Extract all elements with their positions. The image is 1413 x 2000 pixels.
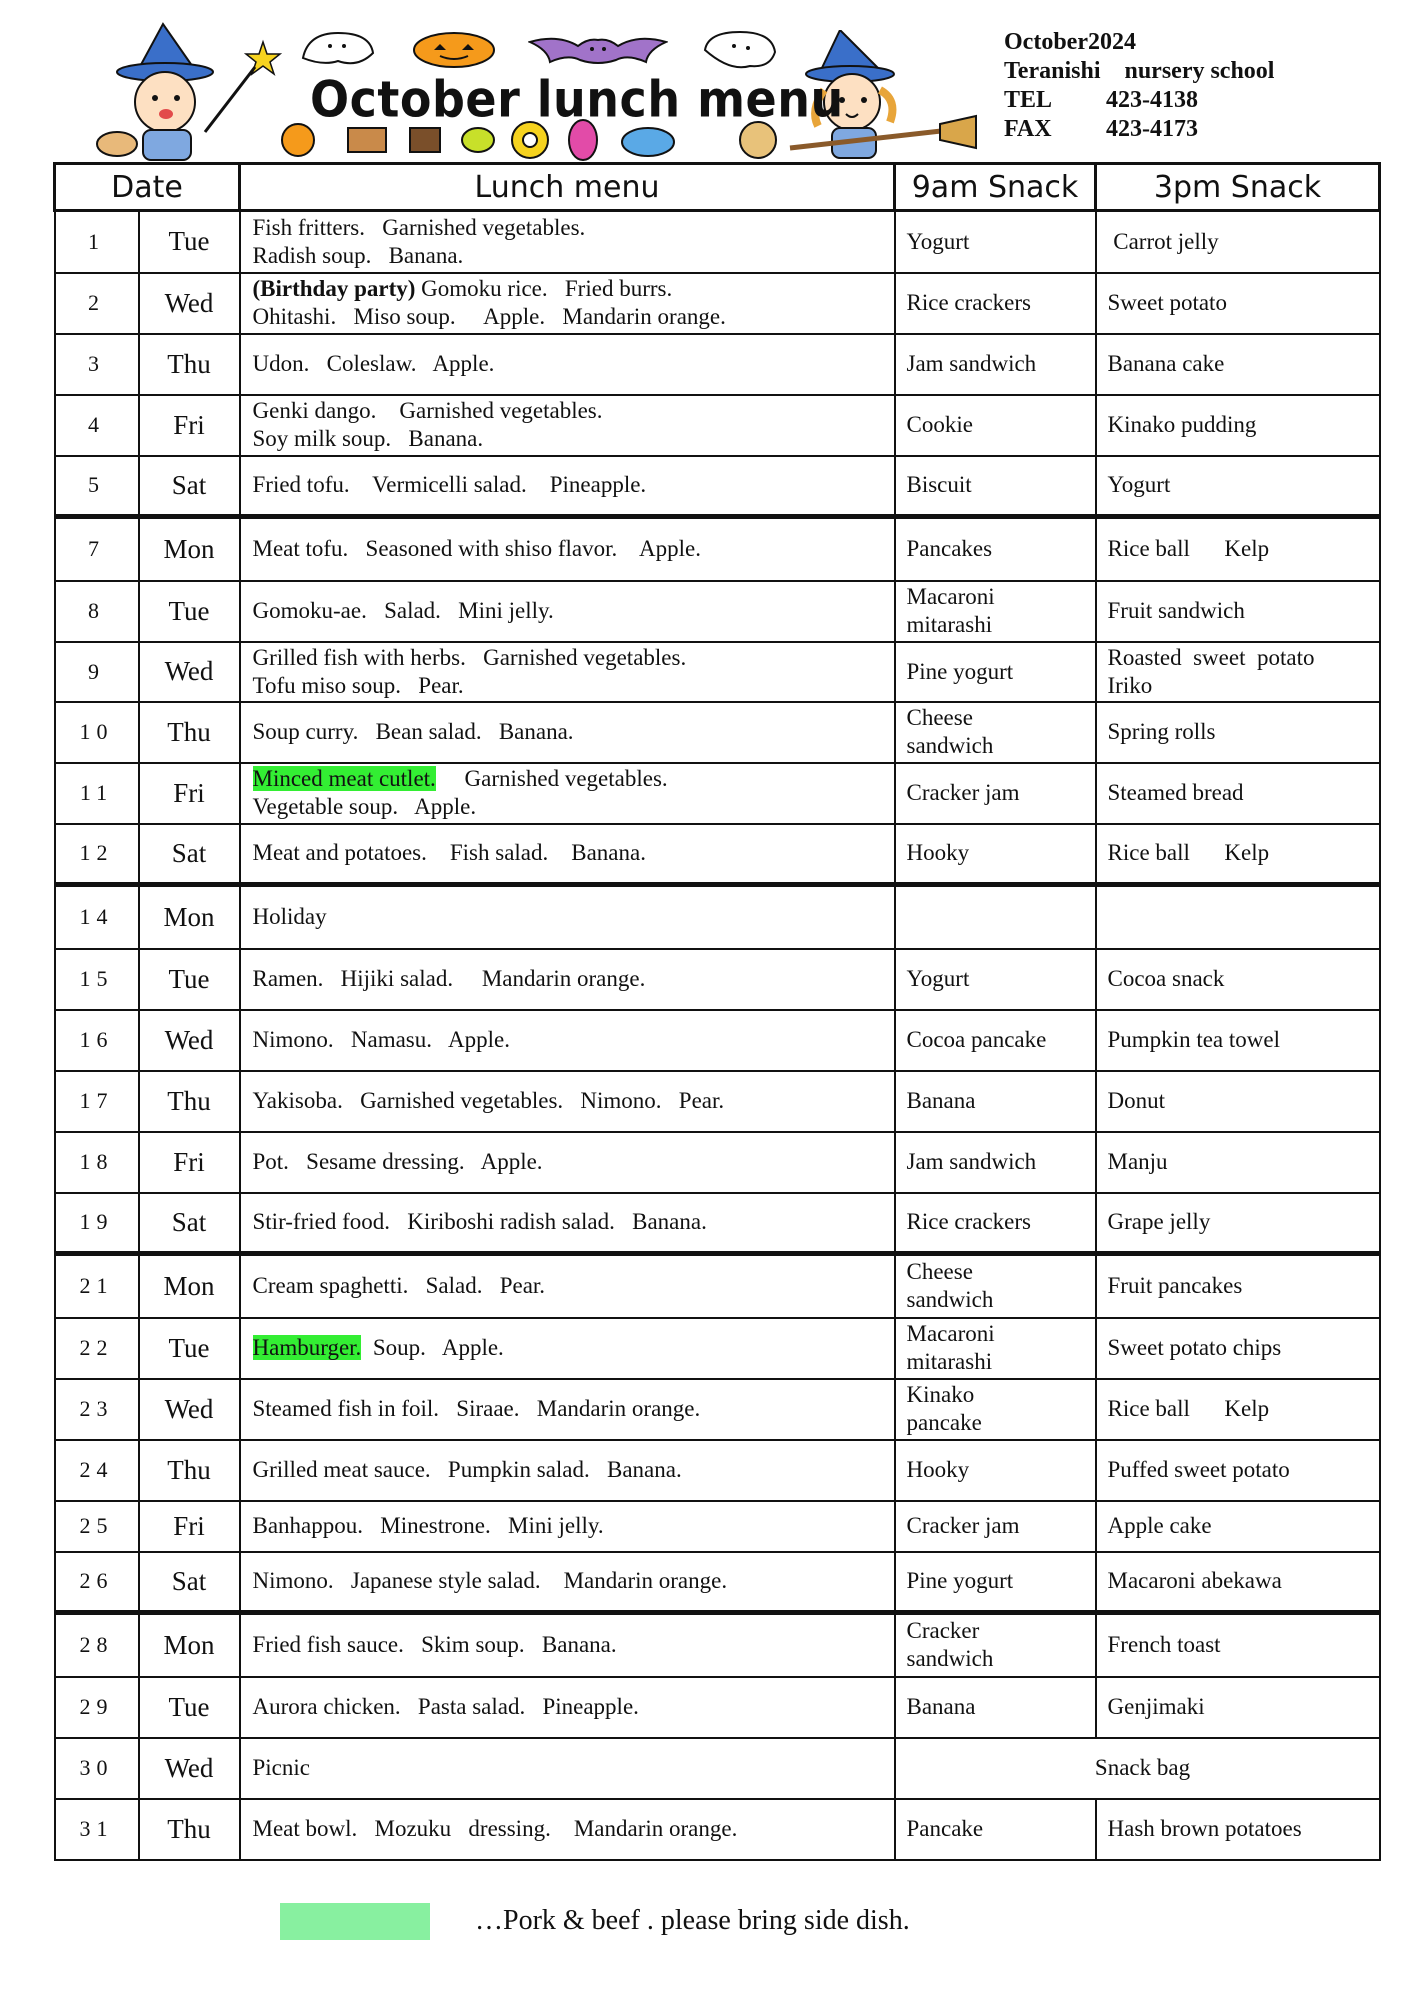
pm-snack-cell: Sweet potato	[1096, 273, 1380, 334]
lunch-text: Meat tofu. Seasoned with shiso flavor. Apple.	[252, 536, 701, 562]
lunch-text: Gomoku rice. Fried burrs.	[415, 276, 673, 301]
lunch-cell	[240, 456, 895, 517]
date-number: 18	[55, 1132, 139, 1193]
lunch-cell	[240, 702, 895, 763]
lunch-line	[253, 214, 894, 242]
am-snack-cell: Cheese sandwich	[895, 702, 1096, 763]
date-number: 25	[55, 1501, 139, 1552]
am-snack-cell: Banana	[895, 1677, 1096, 1738]
weekday: Fri	[139, 395, 240, 456]
table-row	[55, 1501, 1380, 1552]
table-row	[55, 1379, 1380, 1440]
date-number: 15	[55, 949, 139, 1010]
date-number: 16	[55, 1010, 139, 1071]
lunch-text: Banhappou. Minestrone. Mini jelly.	[252, 1513, 604, 1538]
weekday: Wed	[139, 1010, 240, 1071]
am-snack-cell: Yogurt	[895, 949, 1096, 1010]
weekday: Mon	[139, 1254, 240, 1318]
lunch-line	[253, 1631, 894, 1659]
column-header-lunch: Lunch menu	[240, 164, 895, 211]
page-header	[0, 0, 1413, 165]
legend-text: …Pork & beef . please bring side dish.	[475, 1905, 910, 1936]
pm-snack-cell: Puffed sweet potato	[1096, 1440, 1380, 1501]
lunch-cell	[240, 1677, 895, 1738]
lunch-text: Grilled fish with herbs. Garnished vegetables.	[252, 644, 687, 670]
lunch-text: Meat and potatoes. Fish salad. Banana.	[252, 840, 646, 866]
table-row	[55, 642, 1380, 702]
date-number: 1	[55, 211, 139, 273]
date-number: 17	[55, 1071, 139, 1132]
lunch-line	[253, 1334, 894, 1362]
am-snack-cell: Hooky	[895, 824, 1096, 885]
lunch-text: Steamed fish in foil. Siraae. Mandarin orange.	[252, 1396, 701, 1421]
table-row	[55, 517, 1380, 581]
weekday: Sat	[139, 824, 240, 885]
table-row	[55, 1738, 1380, 1799]
weekday: Tue	[139, 211, 240, 273]
weekday: Mon	[139, 1613, 240, 1677]
date-number: 14	[55, 885, 139, 949]
am-snack-cell: Biscuit	[895, 456, 1096, 517]
lunch-line: Ohitashi. Miso soup. Apple. Mandarin orange.	[252, 304, 726, 329]
am-snack-cell: Jam sandwich	[895, 1132, 1096, 1193]
page-title: October lunch menu	[310, 69, 844, 129]
lunch-text: Nimono. Namasu. Apple.	[252, 1027, 510, 1052]
weekday: Sat	[139, 1552, 240, 1613]
fax-label: FAX	[1004, 116, 1052, 142]
lunch-text: Aurora chicken. Pasta salad. Pineapple.	[252, 1694, 639, 1719]
pm-snack-cell: Roasted sweet potato Iriko	[1096, 642, 1380, 702]
table-row	[55, 1552, 1380, 1613]
date-number: 11	[55, 763, 139, 824]
event-label: (Birthday party)	[252, 276, 416, 301]
lunch-cell	[240, 1254, 895, 1318]
table-row	[55, 581, 1380, 642]
am-snack-cell: Kinako pancake	[895, 1379, 1096, 1440]
date-number: 7	[55, 517, 139, 581]
table-row	[55, 824, 1380, 885]
lunch-text: Udon. Coleslaw. Apple.	[252, 351, 495, 376]
pm-snack-cell: Spring rolls	[1096, 702, 1380, 763]
lunch-cell	[240, 763, 895, 824]
lunch-cell	[240, 1379, 895, 1440]
lunch-cell	[240, 581, 895, 642]
date-number: 30	[55, 1738, 139, 1799]
am-snack-cell: Banana	[895, 1071, 1096, 1132]
lunch-text: Fried tofu. Vermicelli salad. Pineapple.	[252, 472, 647, 498]
table-row	[55, 1677, 1380, 1738]
lunch-line: Radish soup. Banana.	[252, 242, 464, 268]
lunch-cell	[240, 1010, 895, 1071]
date-number: 9	[55, 642, 139, 702]
date-number: 8	[55, 581, 139, 642]
pm-snack-cell: Rice ball Kelp	[1096, 1379, 1380, 1440]
ghost-icon	[298, 28, 378, 68]
pm-snack-cell: Apple cake	[1096, 1501, 1380, 1552]
am-snack-cell: Yogurt	[895, 211, 1096, 273]
weekday: Wed	[139, 1738, 240, 1799]
lunch-line	[253, 718, 894, 746]
lunch-line	[253, 1087, 894, 1115]
lunch-cell	[240, 1552, 895, 1613]
date-number: 10	[55, 702, 139, 763]
pm-snack-cell: Macaroni abekawa	[1096, 1552, 1380, 1613]
weekday: Thu	[139, 702, 240, 763]
table-row	[55, 1132, 1380, 1193]
lunch-text: Gomoku-ae. Salad. Mini jelly.	[252, 598, 554, 623]
am-snack-cell: Hooky	[895, 1440, 1096, 1501]
school-info	[1004, 28, 1274, 144]
table-row	[55, 702, 1380, 763]
pm-snack-cell: Carrot jelly	[1096, 211, 1380, 273]
lunch-text: Meat bowl. Mozuku dressing. Mandarin orange.	[252, 1816, 738, 1841]
column-header-3pm-snack: 3pm Snack	[1096, 164, 1380, 211]
lunch-text: Fried fish sauce. Skim soup. Banana.	[252, 1632, 617, 1658]
am-snack-cell	[895, 885, 1096, 949]
lunch-line	[253, 903, 894, 931]
table-row	[55, 211, 1380, 273]
lunch-menu-table	[53, 162, 1381, 1861]
lunch-line	[253, 1272, 894, 1300]
fax-number: 423-4173	[1106, 116, 1198, 142]
table-row	[55, 949, 1380, 1010]
witch-boy-illustration	[95, 22, 295, 162]
pm-snack-cell: Banana cake	[1096, 334, 1380, 395]
lunch-text: Holiday	[252, 904, 327, 930]
pm-snack-cell	[1096, 885, 1380, 949]
weekday: Thu	[139, 1071, 240, 1132]
date-number: 4	[55, 395, 139, 456]
lunch-line	[253, 397, 894, 425]
table-row	[55, 1613, 1380, 1677]
pm-snack-cell: Rice ball Kelp	[1096, 517, 1380, 581]
column-header-9am-snack: 9am Snack	[895, 164, 1096, 211]
date-number: 21	[55, 1254, 139, 1318]
pm-snack-cell: Donut	[1096, 1071, 1380, 1132]
lunch-line	[253, 1754, 894, 1782]
lunch-text: Grilled meat sauce. Pumpkin salad. Banana.	[252, 1457, 682, 1482]
lunch-cell	[240, 395, 895, 456]
date-number: 22	[55, 1318, 139, 1379]
lunch-line: Vegetable soup. Apple.	[252, 794, 477, 819]
lunch-cell	[240, 1613, 895, 1677]
table-row	[55, 334, 1380, 395]
date-number: 3	[55, 334, 139, 395]
weekday: Thu	[139, 334, 240, 395]
am-snack-cell: Cookie	[895, 395, 1096, 456]
lunch-cell	[240, 885, 895, 949]
weekday: Mon	[139, 885, 240, 949]
table-row	[55, 1254, 1380, 1318]
weekday: Tue	[139, 581, 240, 642]
lunch-cell	[240, 517, 895, 581]
lunch-cell	[240, 273, 895, 334]
lunch-cell	[240, 211, 895, 273]
lunch-line	[253, 1567, 894, 1595]
table-row	[55, 1318, 1380, 1379]
table-row	[55, 885, 1380, 949]
pm-snack-cell: Rice ball Kelp	[1096, 824, 1380, 885]
pork-beef-highlight: Hamburger.	[252, 1335, 362, 1360]
pm-snack-cell: Grape jelly	[1096, 1193, 1380, 1254]
lunch-cell	[240, 1738, 895, 1799]
lunch-text: Yakisoba. Garnished vegetables. Nimono. Pear.	[252, 1088, 725, 1113]
pm-snack-cell: Fruit pancakes	[1096, 1254, 1380, 1318]
lunch-cell	[240, 1071, 895, 1132]
date-number: 31	[55, 1799, 139, 1860]
lunch-cell	[240, 1193, 895, 1254]
weekday: Fri	[139, 1132, 240, 1193]
am-snack-cell: Cracker sandwich	[895, 1613, 1096, 1677]
lunch-cell	[240, 642, 895, 702]
pm-snack-cell: Hash brown potatoes	[1096, 1799, 1380, 1860]
date-number: 23	[55, 1379, 139, 1440]
am-snack-cell: Pine yogurt	[895, 642, 1096, 702]
date-number: 26	[55, 1552, 139, 1613]
menu-body	[55, 211, 1380, 1860]
lunch-text: Pot. Sesame dressing. Apple.	[252, 1149, 543, 1174]
pm-snack-cell: Kinako pudding	[1096, 395, 1380, 456]
lunch-cell	[240, 1799, 895, 1860]
lunch-line	[253, 275, 894, 303]
weekday: Wed	[139, 642, 240, 702]
am-snack-cell: Cracker jam	[895, 1501, 1096, 1552]
am-snack-cell: Macaroni mitarashi	[895, 1318, 1096, 1379]
weekday: Fri	[139, 1501, 240, 1552]
pm-snack-cell: Steamed bread	[1096, 763, 1380, 824]
lunch-text: Garnished vegetables.	[435, 766, 668, 791]
lunch-line	[253, 1815, 894, 1843]
pm-snack-cell: Yogurt	[1096, 456, 1380, 517]
lunch-line	[253, 644, 894, 672]
lunch-line: Tofu miso soup. Pear.	[252, 672, 464, 698]
am-snack-cell: Pancakes	[895, 517, 1096, 581]
table-row	[55, 763, 1380, 824]
pm-snack-cell: Pumpkin tea towel	[1096, 1010, 1380, 1071]
am-snack-cell: Rice crackers	[895, 1193, 1096, 1254]
bat-icon	[528, 32, 668, 66]
date-number: 19	[55, 1193, 139, 1254]
tel-row	[1004, 86, 1274, 115]
snack-merged-cell: Snack bag	[895, 1738, 1380, 1799]
date-number: 2	[55, 273, 139, 334]
column-header-date: Date	[55, 164, 240, 211]
weekday: Thu	[139, 1799, 240, 1860]
lunch-line	[253, 597, 894, 625]
weekday: Sat	[139, 456, 240, 517]
lunch-text: Stir-fried food. Kiriboshi radish salad. Banana.	[252, 1209, 707, 1235]
date-number: 12	[55, 824, 139, 885]
table-row	[55, 1193, 1380, 1254]
table-row	[55, 273, 1380, 334]
lunch-line	[253, 471, 894, 499]
lunch-text: Cream spaghetti. Salad. Pear.	[252, 1273, 546, 1299]
lunch-text: Fish fritters. Garnished vegetables.	[252, 214, 586, 240]
lunch-line	[253, 839, 894, 867]
lunch-line	[253, 1026, 894, 1054]
weekday: Mon	[139, 517, 240, 581]
lunch-line	[253, 1148, 894, 1176]
am-snack-cell: Cocoa pancake	[895, 1010, 1096, 1071]
pm-snack-cell: Manju	[1096, 1132, 1380, 1193]
date-number: 29	[55, 1677, 139, 1738]
weekday: Sat	[139, 1193, 240, 1254]
table-row	[55, 456, 1380, 517]
lunch-cell	[240, 1501, 895, 1552]
am-snack-cell: Pancake	[895, 1799, 1096, 1860]
am-snack-cell: Cheese sandwich	[895, 1254, 1096, 1318]
date-number: 5	[55, 456, 139, 517]
date-number: 24	[55, 1440, 139, 1501]
pm-snack-cell: Genjimaki	[1096, 1677, 1380, 1738]
table-row	[55, 1010, 1380, 1071]
lunch-cell	[240, 334, 895, 395]
lunch-cell	[240, 1440, 895, 1501]
month-label: October2024	[1004, 29, 1136, 55]
table-row	[55, 1440, 1380, 1501]
pm-snack-cell: Cocoa snack	[1096, 949, 1380, 1010]
weekday: Wed	[139, 273, 240, 334]
table-row	[55, 1799, 1380, 1860]
lunch-cell	[240, 824, 895, 885]
weekday: Tue	[139, 1677, 240, 1738]
pork-beef-highlight: Minced meat cutlet.	[252, 766, 436, 791]
pumpkin-icon	[412, 28, 496, 68]
am-snack-cell: Macaroni mitarashi	[895, 581, 1096, 642]
weekday: Thu	[139, 1440, 240, 1501]
ghost-icon	[700, 28, 780, 72]
table-header-row	[55, 164, 1380, 211]
lunch-cell	[240, 1132, 895, 1193]
tel-number: 423-4138	[1106, 87, 1198, 113]
am-snack-cell: Jam sandwich	[895, 334, 1096, 395]
pm-snack-cell: Sweet potato chips	[1096, 1318, 1380, 1379]
lunch-text: Genki dango. Garnished vegetables.	[252, 398, 603, 423]
lunch-line	[253, 350, 894, 378]
legend-swatch	[280, 1903, 430, 1940]
date-number: 28	[55, 1613, 139, 1677]
lunch-line	[253, 765, 894, 793]
table-row	[55, 1071, 1380, 1132]
fax-row	[1004, 115, 1274, 144]
weekday: Wed	[139, 1379, 240, 1440]
table-row	[55, 395, 1380, 456]
lunch-line: Soy milk soup. Banana.	[252, 426, 484, 451]
am-snack-cell: Cracker jam	[895, 763, 1096, 824]
lunch-line	[253, 535, 894, 563]
lunch-line	[253, 1208, 894, 1236]
lunch-line	[253, 1395, 894, 1423]
lunch-line	[253, 1456, 894, 1484]
lunch-line	[253, 1512, 894, 1540]
lunch-text: Soup. Apple.	[361, 1335, 504, 1360]
lunch-cell	[240, 949, 895, 1010]
pm-snack-cell: Fruit sandwich	[1096, 581, 1380, 642]
lunch-text: Ramen. Hijiki salad. Mandarin orange.	[252, 966, 646, 991]
pm-snack-cell: French toast	[1096, 1613, 1380, 1677]
weekday: Tue	[139, 1318, 240, 1379]
am-snack-cell: Pine yogurt	[895, 1552, 1096, 1613]
lunch-line	[253, 1693, 894, 1721]
lunch-text: Nimono. Japanese style salad. Mandarin orange.	[252, 1568, 728, 1594]
am-snack-cell: Rice crackers	[895, 273, 1096, 334]
lunch-line	[253, 965, 894, 993]
lunch-cell	[240, 1318, 895, 1379]
tel-label: TEL	[1004, 87, 1053, 113]
lunch-text: Soup curry. Bean salad. Banana.	[252, 719, 574, 744]
school-name: Teranishi nursery school	[1004, 58, 1275, 84]
weekday: Tue	[139, 949, 240, 1010]
lunch-text: Picnic	[252, 1755, 310, 1780]
weekday: Fri	[139, 763, 240, 824]
